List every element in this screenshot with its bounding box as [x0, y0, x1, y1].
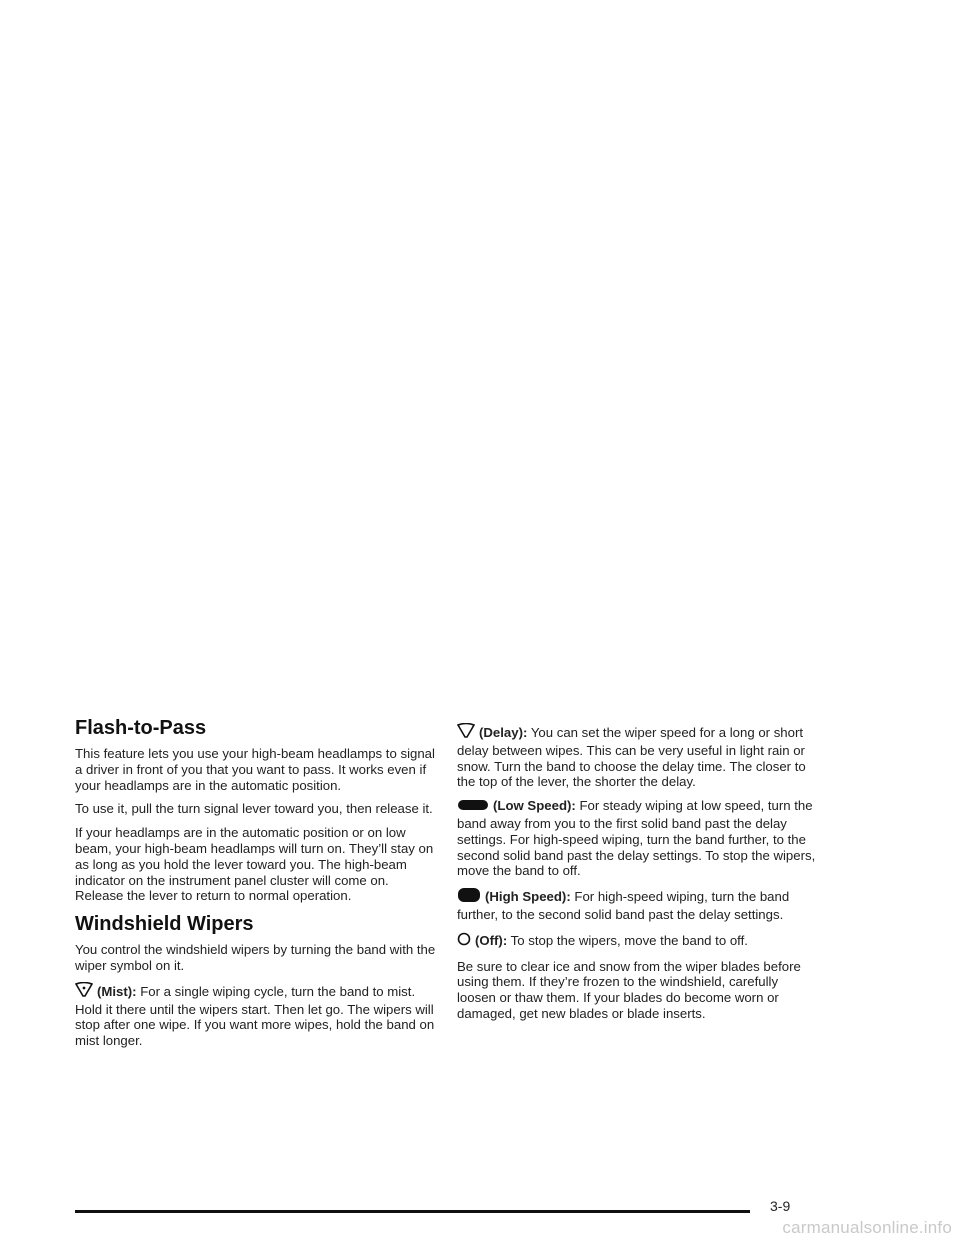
flash-paragraph-3: If your headlamps are in the automatic position or on low beam, your high-beam headlamps will turn on. They’ll stay on as long as you hold the lever toward you. The high-beam indicator on the instrument panel cluster will come on. Release the lever to return to normal operation. [75, 825, 434, 904]
high-speed-term: (High Speed): [485, 889, 571, 905]
mist-term: (Mist): [97, 983, 137, 999]
heading-flash-to-pass: Flash-to-Pass [75, 717, 207, 739]
delay-paragraph [457, 723, 819, 790]
mist-icon [75, 982, 93, 1002]
footer-rule [75, 1210, 750, 1213]
delay-text: You can set the wiper speed for a long or short delay between wipes. This can be very useful in light rain or snow. Turn the band to choose the delay time. The closer to the top of the lever, the shorter the delay. [457, 725, 806, 790]
watermark: carmanualsonline.info [782, 1218, 952, 1237]
delay-icon [457, 723, 475, 743]
mist-text: For a single wiping cycle, turn the band to mist. Hold it there until the wipers start. Then let go. The wipers will stop after one wipe. If you want more wipes, hold the band on mist longer. [75, 983, 435, 1049]
high-speed-text: For high-speed wiping, turn the band further, to the second solid band past the delay settings. [457, 889, 790, 922]
low-speed-paragraph [457, 798, 819, 879]
low-speed-term: (Low Speed): [493, 798, 576, 814]
heading-windshield-wipers: Windshield Wipers [75, 913, 254, 936]
off-text: To stop the wipers, move the band to off. [510, 932, 748, 948]
left-column [75, 716, 437, 1057]
off-term: (Off): [475, 932, 508, 948]
off-icon [457, 931, 471, 951]
flash-paragraph-2: To use it, pull the turn signal lever toward you, then release it. [75, 801, 433, 817]
page-number: 3-9 [770, 1198, 791, 1214]
low-speed-text: For steady wiping at low speed, turn the band away from you to the first solid band past the delay settings. For high-speed wiping, turn the band further, to the second solid band past the delay settings. To stop the wipers, move the band to off. [457, 798, 816, 879]
ice-paragraph: Be sure to clear ice and snow from the wiper blades before using them. If they’re frozen to the windshield, carefully loosen or thaw them. If your blades do become worn or damaged, get new blades or blade inserts. [457, 958, 801, 1021]
mist-paragraph [75, 982, 437, 1049]
high-speed-icon [457, 887, 481, 907]
low-speed-icon [457, 798, 489, 816]
off-paragraph [457, 931, 819, 951]
flash-paragraph-1: This feature lets you use your high-beam headlamps to signal a driver in front of you that you want to pass. It works even if your headlamps are in the automatic position. [75, 746, 435, 793]
high-speed-paragraph [457, 887, 819, 923]
right-column [457, 723, 819, 1030]
wipers-paragraph-1: You control the windshield wipers by turning the band with the wiper symbol on it. [75, 942, 436, 973]
delay-term: (Delay): [479, 725, 528, 740]
